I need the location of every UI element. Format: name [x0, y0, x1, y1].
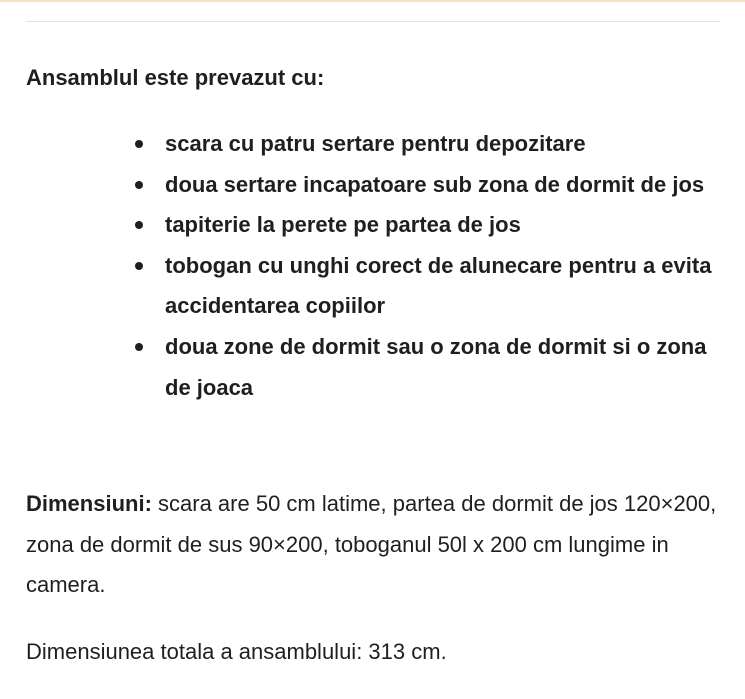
- list-item: [165, 124, 725, 165]
- bullet-icon: [135, 181, 143, 189]
- list-item: [165, 246, 725, 327]
- list-item-text: doua sertare incapatoare sub zona de dormit de jos: [165, 171, 705, 197]
- list-item-text: tobogan cu unghi corect de alunecare pentru a evita accidentarea copiilor: [165, 252, 712, 319]
- bullet-icon: [135, 140, 143, 148]
- bullet-icon: [135, 262, 143, 270]
- feature-list: [165, 124, 725, 408]
- list-item: [165, 205, 725, 246]
- list-item: [165, 165, 725, 206]
- dimensions-paragraph: [26, 484, 726, 606]
- total-dimension-paragraph: Dimensiunea totala a ansamblului: 313 cm.: [26, 639, 447, 664]
- bullet-icon: [135, 221, 143, 229]
- list-item-text: scara cu patru sertare pentru depozitare: [165, 131, 586, 156]
- list-item-text: doua zone de dormit sau o zona de dormit si o zona de joaca: [165, 333, 707, 400]
- bullet-icon: [135, 343, 143, 351]
- dimensions-text: scara are 50 cm latime, partea de dormit de jos 120×200, zona de dormit de sus 90×200, toboganul 50l x 200 cm lungime in camera.: [26, 491, 717, 598]
- dimensions-label: Dimensiuni:: [26, 491, 152, 516]
- list-item-text: tapiterie la perete pe partea de jos: [165, 212, 521, 238]
- top-accent-bar: [0, 0, 745, 2]
- features-heading: Ansamblul este prevazut cu:: [26, 65, 325, 90]
- section-divider: [26, 21, 720, 22]
- list-item: [165, 327, 725, 408]
